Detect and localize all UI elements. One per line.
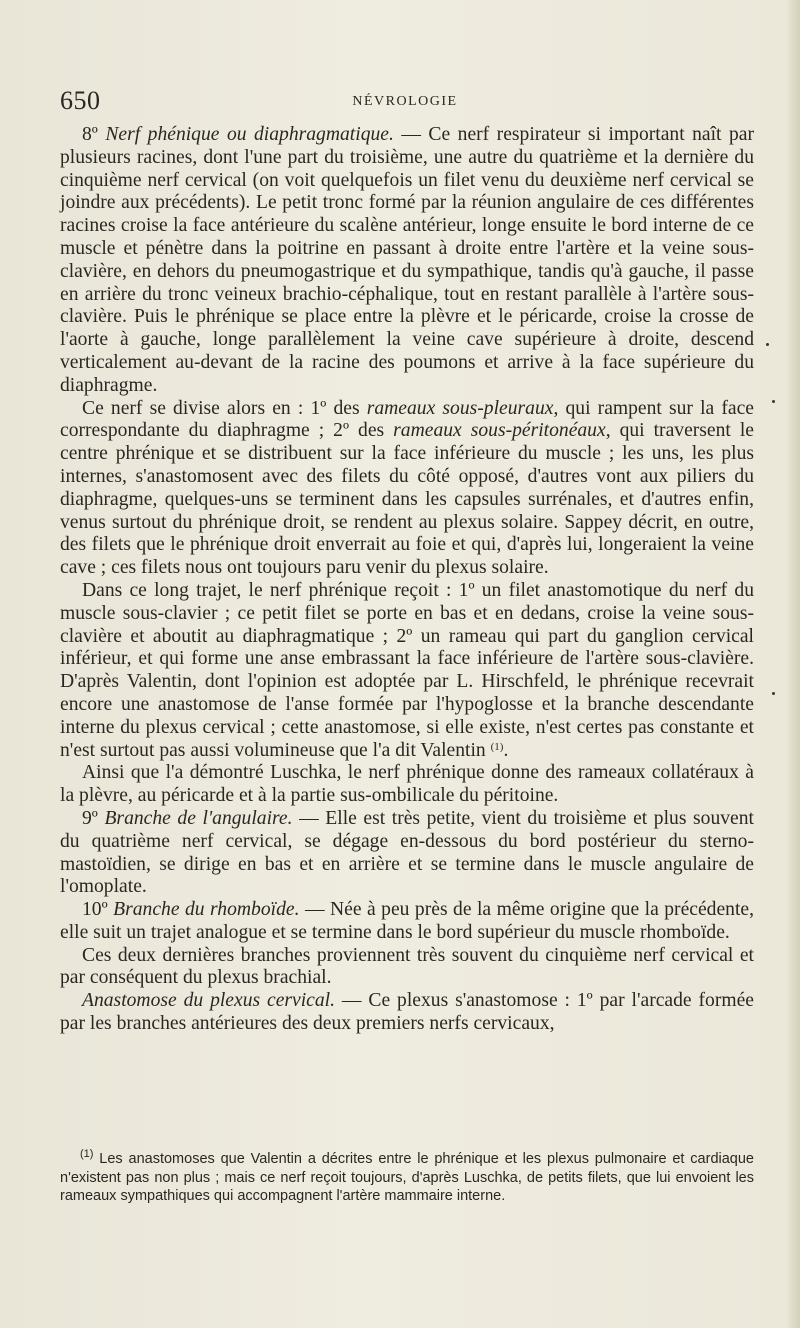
paragraph-brachial	[60, 945, 754, 991]
section-heading: Nerf phénique ou diaphragmatique.	[105, 124, 394, 145]
footnote	[60, 1150, 754, 1206]
paragraph-division	[60, 398, 754, 580]
margin-speck	[772, 692, 775, 695]
paragraph-text: Ce nerf se divise alors en : 1º des	[82, 397, 367, 419]
paragraph-nerf-phrenique	[60, 124, 754, 398]
paragraph-text: , qui traversent le centre phrénique et se distribuent sur la face inférieure du muscle ; les uns, les plus internes, s'anastomosent avec des filets du côté opposé, d'autres vont aux piliers du diaphragme, quelques-uns se terminent dans les capsules surrénales, et d'autres enfin, venus surtout du phrénique droit, se rendent au plexus solaire. Sappey décrit, en outre, des filets que le phrénique droit enverrait au foie et qui, d'après lui, longeraient la veine cave ; ces filets nous ont toujours paru venir du plexus solaire.	[60, 420, 754, 579]
paragraph-text: — Elle est très petite, vient du troisième et plus souvent du quatrième nerf cervical, se dégage en-dessous du bord postérieur du sterno-mastoïdien, se dirige en bas et en arrière et se termine dans le muscle angulaire de l'omoplate.	[60, 807, 754, 898]
page-header	[60, 86, 750, 116]
paragraph-text: .	[503, 739, 509, 761]
footnote-reference: (1)	[490, 740, 504, 753]
term-italic: rameaux sous-péritonéaux	[393, 420, 606, 442]
section-heading: Branche du rhomboïde.	[113, 899, 300, 921]
margin-speck	[772, 400, 775, 403]
paragraph-angulaire	[60, 808, 754, 899]
paragraph-text: — Ce nerf respirateur si important naît par plusieurs racines, dont l'une part du troisième, une autre du quatrième et la dernière du cinquième nerf cervical (on voit quelquefois un filet venu du deuxième nerf cervical se joindre aux précédents). Le petit tronc formé par la réunion angulaire de ces différentes racines croise la face antérieure du scalène antérieur, longe ensuite le bord interne de ce muscle et pénètre dans la poitrine en passant à droite entre l'artère et la veine sous-clavière, en dehors du pneumogastrique et du sympathique, tandis qu'à gauche, il passe en arrière du tronc veineux brachio-céphalique, tout en restant parallèle à l'artère sous-clavière. Puis le phrénique se place entre la plèvre et le péricarde, croise la crosse de l'aorte à gauche, longe parallèlement la veine cave supérieure à droite, descend verticalement au-devant de la racine des poumons et arrive à la face supérieure du diaphragme.	[60, 124, 754, 396]
paragraph-rhomboide	[60, 899, 754, 945]
paragraph-text: Ainsi que l'a démontré Luschka, le nerf phrénique donne des rameaux collatéraux à la plèvre, au péricarde et à la partie sus-ombilicale du péritoine.	[60, 762, 754, 807]
page-edge-shadow	[786, 0, 800, 1328]
running-title: NÉVROLOGIE	[352, 94, 458, 109]
footnote-marker: (1)	[80, 1148, 94, 1160]
paragraph-anastomose	[60, 990, 754, 1036]
term-italic: rameaux sous-pleuraux	[366, 397, 554, 419]
paragraph-text: Dans ce long trajet, le nerf phrénique reçoit : 1º un filet anastomotique du nerf du muscle sous-clavier ; ce petit filet se porte en bas et en dedans, croise la veine sous-clavière et aboutit au diaphragmatique ; 2º un rameau qui part du ganglion cervical inférieur, et qui forme une anse embrassant la face inférieure de l'artère sous-clavière. D'après Valentin, dont l'opinion est adoptée par L. Hirschfeld, le phrénique recevrait encore une anastomose de l'anse formée par l'hypoglosse et la branche descendante interne du plexus cervical ; cette anastomose, si elle existe, n'est certes pas constante et n'est surtout pas aussi volumineuse que l'a dit Valentin	[60, 579, 754, 761]
body-text	[60, 124, 754, 1036]
footnotes	[60, 1150, 754, 1206]
paragraph-text: Ces deux dernières branches proviennent très souvent du cinquième nerf cervical et par conséquent du plexus brachial.	[60, 944, 754, 989]
page-number: 650	[60, 86, 101, 115]
section-heading: Branche de l'angulaire.	[104, 807, 293, 829]
footnote-text: Les anastomoses que Valentin a décrites entre le phrénique et les plexus pulmonaire et cardiaque n'existent pas non plus ; mais ce nerf reçoit toujours, d'après Luschka, de petits filets, que lui envoient les rameaux sympathiques qui accompagnent l'artère mammaire interne.	[60, 1151, 754, 1205]
section-heading: Anastomose du plexus cervical.	[82, 990, 336, 1012]
section-number: 8º	[82, 124, 106, 145]
paragraph-text: — Née à peu près de la même origine que la précédente, elle suit un trajet analogue et se termine dans le bord supérieur du muscle rhomboïde.	[60, 899, 754, 943]
section-number: 9º	[82, 807, 105, 829]
section-number: 10º	[82, 899, 114, 921]
paragraph-luschka	[60, 762, 754, 808]
paragraph-text: — Ce plexus s'anastomose : 1º par l'arcade formée par les branches antérieures des deux premiers nerfs cervicaux,	[60, 990, 754, 1035]
margin-speck	[766, 343, 769, 346]
paragraph-text: , qui rampent sur la face correspondante du diaphragme ; 2º des	[60, 397, 754, 442]
paragraph-trajet	[60, 580, 754, 762]
